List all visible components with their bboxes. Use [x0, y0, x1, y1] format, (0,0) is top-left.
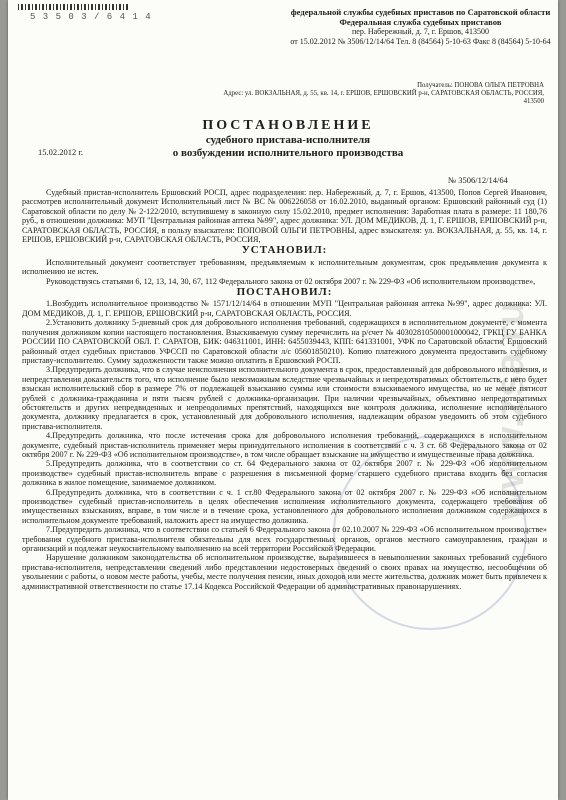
paragraph-7: 7.Предупредить должника, что в соответствии со статьей 6 Федерального закона от 02.10.2007 № 229-ФЗ «Об исполнительном производстве» требования судебного пристава-исполнителя обязательны для всех государственных органов, органов местного самоуправления, граждан и организаций и подлежат неукоснительному выполнению на всей территории Российской Федерации. [22, 525, 547, 554]
paragraph-1: 1.Возбудить исполнительное производство № 1571/12/14/64 в отношении МУП "Центральная районная аптека №99", адрес должника: УЛ. ДОМ МЕДИКОВ, Д. 1, Г. ЕРШОВ, ЕРШОВСКИЙ р-н, САРАТОВСКАЯ ОБЛАСТЬ, РОССИЯ. [22, 299, 547, 318]
title-sub-1: судебного пристава-исполнителя [205, 134, 371, 146]
watermark: www.zsa.ru [488, 301, 532, 520]
guided-paragraph: Руководствуясь статьями 6, 12, 13, 14, 30, 67, 112 Федерального закона от 02 октября 2007 г. № 229-ФЗ «Об исполнительном производстве», [46, 276, 536, 286]
addressee-block [204, 82, 544, 106]
addressee-address: Адрес: ул. ВОКЗАЛЬНАЯ, д. 55, кв. 14, г. ЕРШОВ, ЕРШОВСКИЙ р-н, САРАТОВСКАЯ ОБЛАСТЬ, РОССИЯ, 413500 [223, 90, 544, 105]
barcode [18, 4, 130, 10]
paragraph-8: Нарушение должником законодательства об исполнительном производстве, выразившееся в невыполнении законных требований судебного пристава-исполнителя, непредставлении сведений либо представлении недостоверных сведений о своих правах на имущество, несообщении об увольнении с работы, о новом месте работы, учебы, месте получения пенсии, иных доходов или месте жительства, должник может быть привлечен к административной ответственности по статье 17.14 Кодекса Российской Федерации об административных правонарушениях. [22, 553, 547, 591]
header-line-4: от 15.02.2012 № 3506/12/14/64 Тел. 8 (84564) 5-10-63 Факс 8 (84564) 5-10-64 [290, 36, 551, 46]
intro-paragraph: Судебный пристав-исполнитель Ершовский РОСП, адрес подразделения: пер. Набережный, д. 7, г. Ершов, 413500, Попов Сергей Иванович, рассмотрев исполнительный документ Исполнительный лист № ВС № 006226058 от 16.02.2010, выданный органом: Ершовский районный суд (1) Саратовской области по делу № 2-122/2010, вступившему в законную силу 15.02.2010, предмет исполнения: Заработная плата в размере: 11 180,76 руб., в отношении должника: МУП "Центральная районная аптека №99", адрес должника: УЛ. ДОМ МЕДИКОВ, Д. 1, Г. ЕРШОВ, ЕРШОВСКИЙ р-н, САРАТОВСКАЯ ОБЛАСТЬ, РОССИЯ, в пользу взыскателя: ПОПОВОЙ ОЛЬГИ ПЕТРОВНЫ, адрес взыскателя: ул. ВОКЗАЛЬНАЯ, д. 55, кв. 14, г. ЕРШОВ, ЕРШОВСКИЙ р-н, САРАТОВСКАЯ ОБЛАСТЬ, РОССИЯ, [22, 188, 547, 245]
section-resolved: ПОСТАНОВИЛ: [236, 286, 333, 299]
paragraph-2: 2.Установить должнику 5-дневный срок для добровольного исполнения требований, содержащихся в исполнительном документе, с момента получения должником копии настоящего постановления. Взыскиваемую сумму перечислить на р/счет № 40302810500001000042, ГРКЦ ГУ БАНКА РОССИИ ПО САРАТОВСКОЙ ОБЛ. Г. САРАТОВ, БИК: 046311001, ИНН: 6455039443, КПП: 641331001, УФК по Саратовской области( Ершовский районный отдел судебных приставов УФССП по Саратовской области л/с 05601850210). Копию платежного документа предоставить судебному приставу-исполнителю. Сумму задолженности также можно оплатить в Ершовский РОСП. [22, 318, 547, 365]
document-title [128, 118, 448, 160]
header-line-1: федеральной службы судебных приставов по Саратовской области [290, 7, 551, 17]
document-page [8, 0, 558, 800]
paragraph-3: 3.Предупредить должника, что в случае неисполнения исполнительного документа в срок, предоставленный для добровольного исполнения, и непредставления доказательств того, что исполнение было невозможным вследствие чрезвычайных и непредотвратимых обстоятельств, с него будет взыскан исполнительский сбор в размере 7% от подлежащей взысканию суммы или стоимости взыскиваемого имущества, но не менее пятисот рублей с должника-гражданина и пяти тысяч рублей с должника-организации. При наличии чрезвычайных, объективно непредотвратимых обстоятельств и других непредвиденных и непреодолимых препятствий, находящихся вне контроля должника, исполнение исполнительного документа, должнику предлагается в срок, установленный для добровольного исполнения, надлежащим образом уведомить об этом судебного пристава-исполнителя. [22, 365, 547, 431]
established-paragraph: Исполнительный документ соответствует требованиям, предъявляемым к исполнительным документам, срок предъявления документа к исполнению не истек. [22, 257, 547, 277]
document-date: 15.02.2012 г. [38, 147, 84, 157]
paragraph-6: 6.Предупредить должника, что в соответствии с ч. 1 ст.80 Федерального закона от 02 октября 2007 г. № 229-ФЗ «Об исполнительном производстве» судебный пристав-исполнитель в целях обеспечения исполнения исполнительного документа, содержащего требования об имущественных взысканиях, вправе, в том числе и в течение срока, установленного для добровольного исполнения должником содержащихся в исполнительном документе требований, наложить арест на имущество должника. [22, 487, 547, 525]
header-line-3: пер. Набережный, д. 7, г. Ершов, 413500 [352, 27, 489, 36]
issuer-header [288, 8, 553, 46]
title-main: ПОСТАНОВЛЕНИЕ [202, 118, 374, 133]
barcode-number: 5 3 5 0 3 / 6 4 1 4 [30, 12, 152, 22]
section-established: УСТАНОВИЛ: [241, 244, 328, 257]
document-body [22, 188, 547, 591]
paragraph-5: 5.Предупредить должника, что в соответствии со ст. 64 Федерального закона от 02 октября 2007 г. № 229-ФЗ «Об исполнительном производстве» судебный пристав-исполнитель вправе с разрешения в письменной форме старшего судебного пристава входить без согласия должника в жилое помещение, занимаемое должником. [22, 459, 547, 488]
paragraph-4: 4.Предупредить должника, что после истечения срока для добровольного исполнения требований, содержащихся в исполнительном документе, судебный пристав-исполнитель применяет меры принудительного исполнения в соответствии с ч. 3 ст. 68 Федерального закона от 02 октября 2007 г. № 229-ФЗ «Об исполнительном производстве», в том числе обращает взыскание на имущество и имущественные права должника. [22, 431, 547, 459]
document-number: № 3506/12/14/64 [448, 175, 508, 185]
title-sub-2: о возбуждении исполнительного производства [172, 147, 404, 159]
addressee-name: Получатель: ПОНОВА ОЛЬГА ПЕТРОВНА [417, 82, 544, 89]
header-line-2: Федеральная служба судебных приставов [339, 16, 502, 27]
